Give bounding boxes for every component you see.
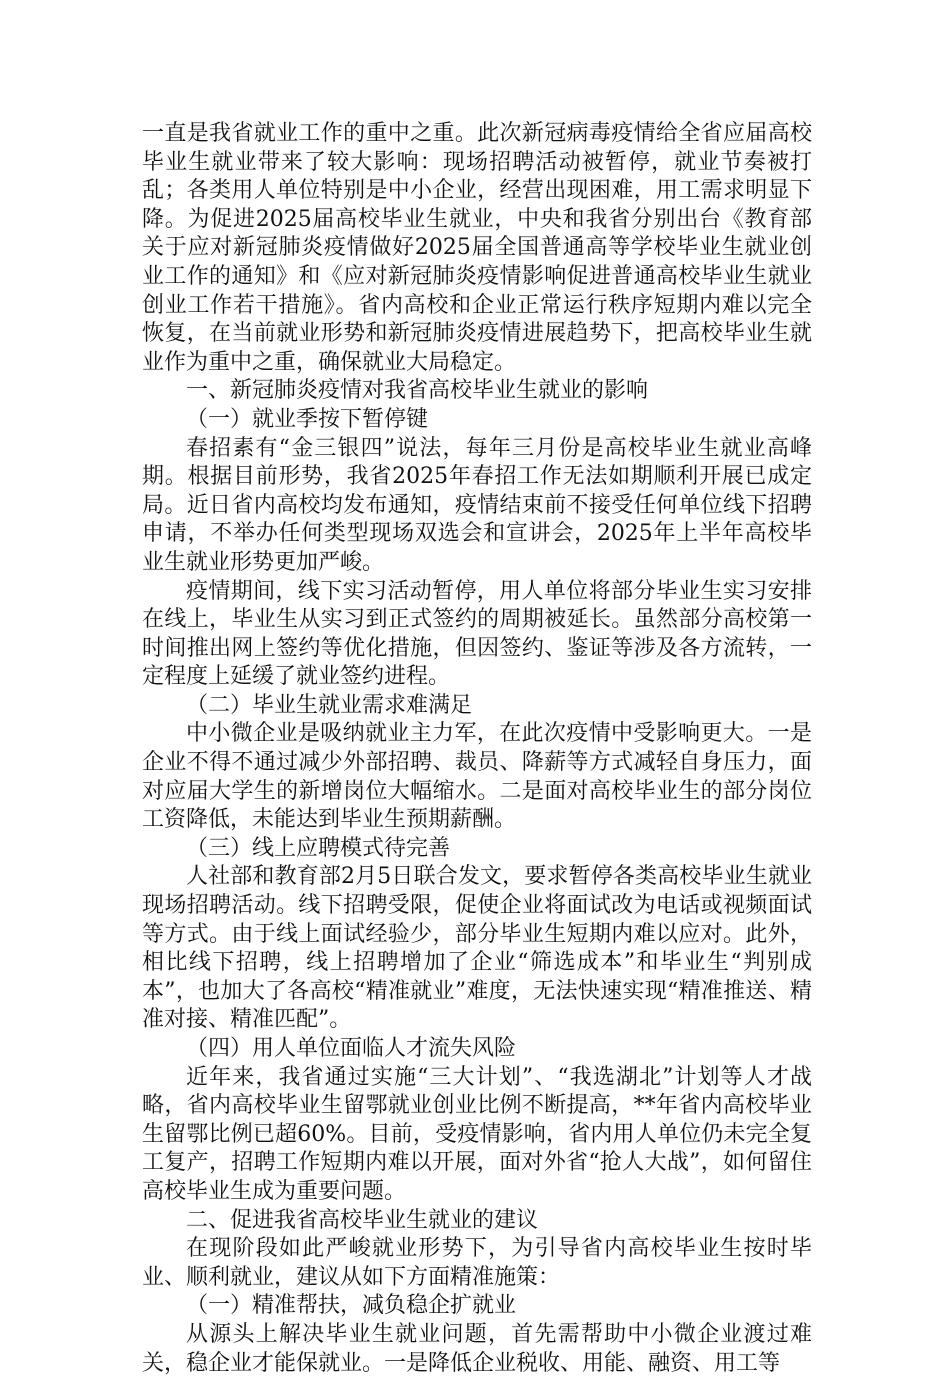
- paragraph-intro: 一直是我省就业工作的重中之重。此次新冠病毒疫情给全省应届高校毕业生就业带来了较大影响：现场招聘活动被暂停，就业节奏被打乱；各类用人单位特别是中小企业，经营出现困难，用工需求明显下降。为促进2025届高校毕业生就业，中央和我省分别出台《教育部关于应对新冠肺炎疫情做好2025届全国普通高等学校毕业生就业创业工作的通知》和《应对新冠肺炎疫情影响促进普通高校毕业生就业创业工作若干措施》。省内高校和企业正常运行秩序短期内难以完全恢复，在当前就业形势和新冠肺炎疫情进展趋势下，把高校毕业生就业作为重中之重，确保就业大局稳定。: [142, 121, 812, 375]
- section-heading-2: 二、促进我省高校毕业生就业的建议: [186, 1207, 539, 1233]
- subsection-heading-2-1: （一）精准帮扶，减负稳企扩就业: [186, 1293, 517, 1319]
- document-page: [142, 120, 812, 1378]
- paragraph: 人社部和教育部2月5日联合发文，要求暂停各类高校毕业生就业现场招聘活动。线下招聘受限，促使企业将面试改为电话或视频面试等方式。由于线上面试经验少，部分毕业生短期内难以应对。此外，相比线下招聘，线上招聘增加了企业“筛选成本”和毕业生“判别成本”，也加大了各高校“精准就业”难度，无法快速实现“精准推送、精准对接、精准匹配”。: [142, 864, 812, 1033]
- paragraph: 疫情期间，线下实习活动暂停，用人单位将部分毕业生实习安排在线上，毕业生从实习到正式签约的周期被延长。虽然部分高校第一时间推出网上签约等优化措施，但因签约、鉴证等涉及各方流转，一定程度上延缓了就业签约进程。: [142, 578, 812, 690]
- subsection-heading-1-1: （一）就业季按下暂停键: [186, 406, 429, 432]
- section-heading-1: 一、新冠肺炎疫情对我省高校毕业生就业的影响: [186, 378, 649, 404]
- subsection-heading-1-4: （四）用人单位面临人才流失风险: [186, 1036, 517, 1061]
- paragraph: 在现阶段如此严峻就业形势下，为引导省内高校毕业生按时毕业、顺利就业，建议从如下方面精准施策：: [142, 1236, 812, 1290]
- paragraph: 从源头上解决毕业生就业问题，首先需帮助中小微企业渡过难关，稳企业才能保就业。一是降低企业税收、用能、融资、用工等: [142, 1321, 812, 1376]
- paragraph: 中小微企业是吸纳就业主力军，在此次疫情中受影响更大。一是企业不得不通过减少外部招聘、裁员、降薪等方式减轻自身压力，面对应届大学生的新增岗位大幅缩水。二是面对高校毕业生的部分岗位工资降低，未能达到毕业生预期薪酬。: [142, 721, 812, 833]
- subsection-heading-1-2: （二）毕业生就业需求难满足: [186, 692, 473, 718]
- subsection-heading-1-3: （三）线上应聘模式待完善: [186, 835, 451, 861]
- paragraph: 近年来，我省通过实施“三大计划”、“我选湖北”计划等人才战略，省内高校毕业生留鄂就业创业比例不断提高，**年省内高校毕业生留鄂比例已超60%。目前，受疫情影响，省内用人单位仍未完全复工复产，招聘工作短期内难以开展，面对外省“抢人大战”，如何留住高校毕业生成为重要问题。: [142, 1064, 812, 1204]
- paragraph: 春招素有“金三银四”说法，每年三月份是高校毕业生就业高峰期。根据目前形势，我省2025年春招工作无法如期顺利开展已成定局。近日省内高校均发布通知，疫情结束前不接受任何单位线下招聘申请，不举办任何类型现场双选会和宣讲会，2025年上半年高校毕业生就业形势更加严峻。: [142, 435, 812, 575]
